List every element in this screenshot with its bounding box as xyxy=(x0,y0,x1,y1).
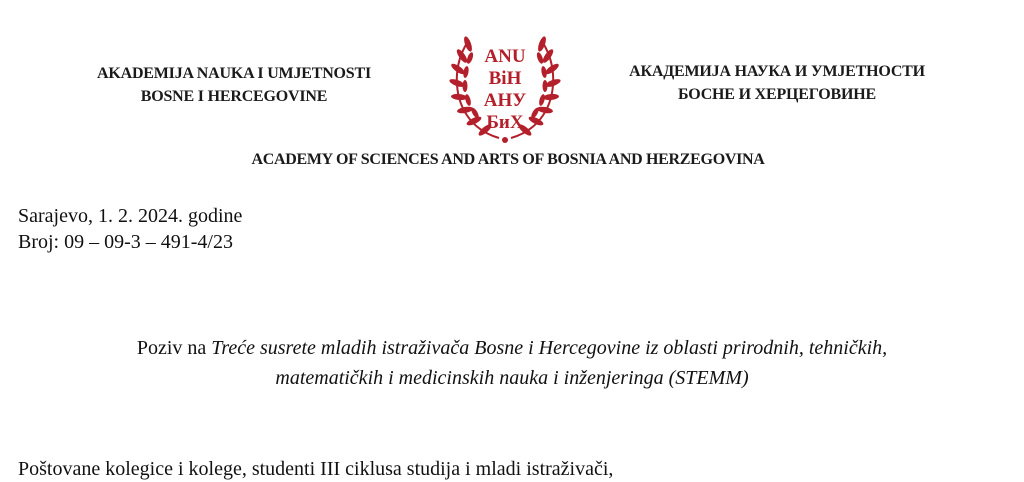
salutation: Poštovane kolegice i kolege, studenti III ciklusa studija i mladi istraživači, xyxy=(18,458,614,480)
laurel-wreath-icon xyxy=(441,34,569,146)
reference-number: Broj: 09 – 09-3 – 491-4/23 xyxy=(18,231,233,253)
logo-text-anu: ANU xyxy=(484,46,526,67)
header-cyrillic-title xyxy=(598,60,956,106)
logo-text-bih-cyr: БиХ xyxy=(486,112,524,133)
logo-text-bih: BiH xyxy=(488,68,522,89)
header-latin-title xyxy=(58,62,410,108)
logo-text-anu-cyr: АНУ xyxy=(483,90,527,111)
invitation-line1 xyxy=(0,333,1024,363)
header-cyrillic-line2: БОСНЕ И ХЕРЦЕГОВИНЕ xyxy=(677,86,876,103)
invitation-subject xyxy=(0,333,1024,393)
header-latin-line2: BOSNE I HERCEGOVINE xyxy=(140,88,328,105)
academy-logo xyxy=(441,34,569,146)
header-latin-line1: AKADEMIJA NAUKA I UMJETNOSTI xyxy=(97,65,371,82)
invitation-title-part1: Treće susrete mladih istraživača Bosne i Hercegovine iz oblasti prirodnih, tehničkih, xyxy=(211,337,888,359)
header-cyrillic-line1: АКАДЕМИЈА НАУКА И УМЈЕТНОСТИ xyxy=(629,63,925,80)
place-date: Sarajevo, 1. 2. 2024. godine xyxy=(18,205,243,227)
header-english-title: ACADEMY OF SCIENCES AND ARTS OF BOSNIA AND HERZEGOVINA xyxy=(251,151,765,168)
invitation-title-part2: matematičkih i medicinskih nauka i inženjeringa (STEMM) xyxy=(275,367,749,389)
invitation-prefix: Poziv na xyxy=(136,337,212,359)
